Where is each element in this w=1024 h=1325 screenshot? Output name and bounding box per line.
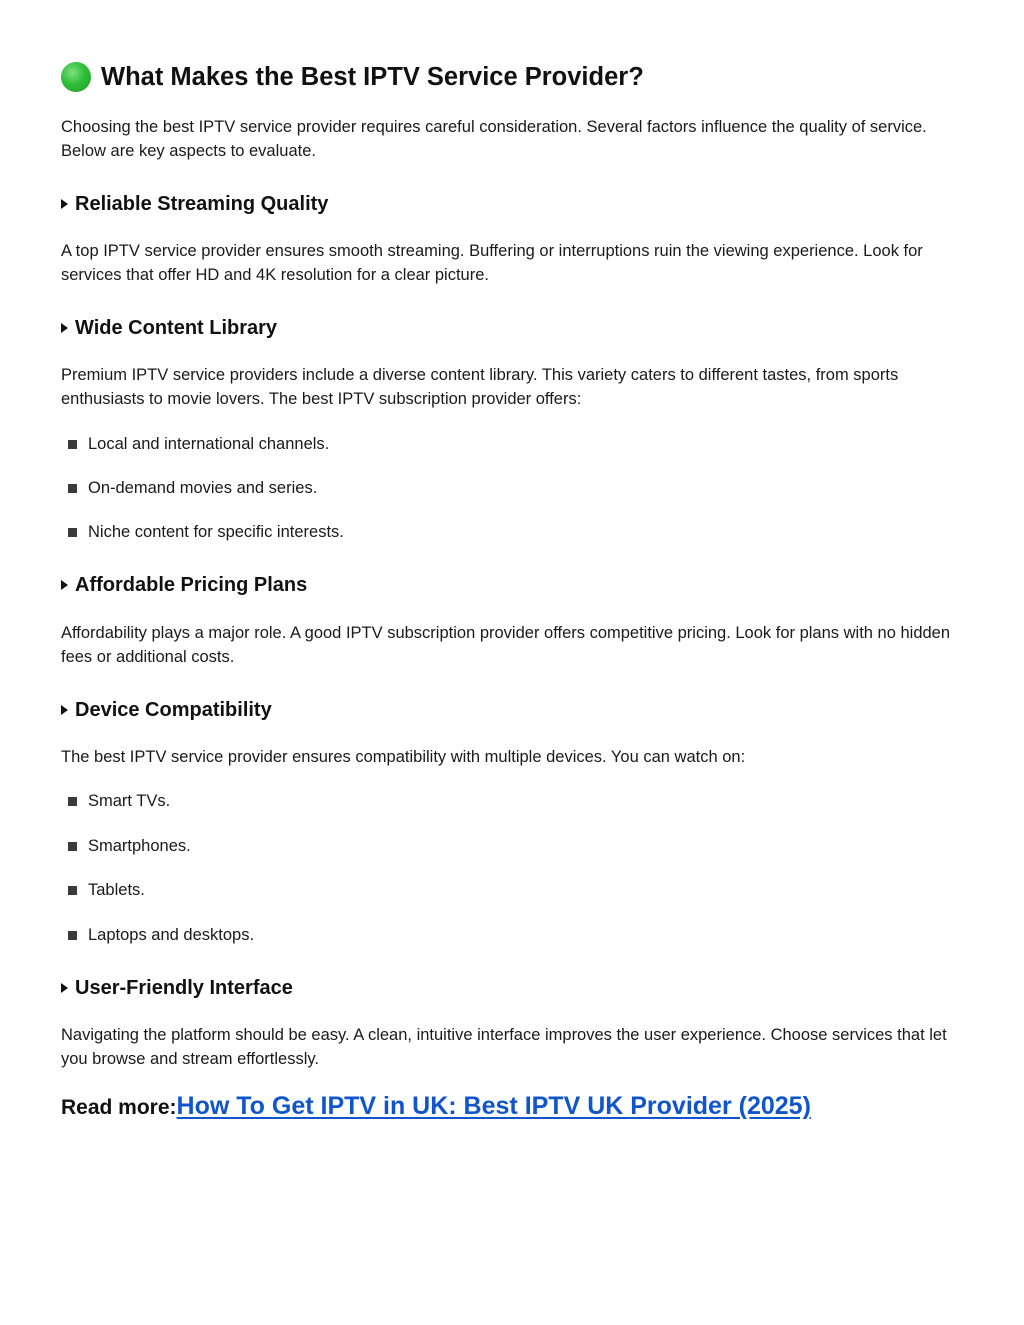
triangle-right-icon bbox=[61, 580, 68, 590]
section-heading-reliable-streaming bbox=[61, 190, 328, 218]
list-item bbox=[68, 432, 329, 456]
read-more bbox=[61, 1092, 811, 1128]
read-more-link[interactable]: How To Get IPTV in UK: Best IPTV UK Provider (2025) bbox=[176, 1092, 811, 1120]
page-title-text: What Makes the Best IPTV Service Provider? bbox=[101, 62, 644, 91]
section-heading-text: Affordable Pricing Plans bbox=[75, 573, 308, 596]
square-bullet-icon bbox=[68, 886, 77, 895]
list-item-text: Smart TVs. bbox=[88, 791, 171, 810]
square-bullet-icon bbox=[68, 484, 77, 493]
section-body-reliable-streaming: A top IPTV service provider ensures smooth streaming. Buffering or interruptions ruin the viewing experience. Look for services that offer HD and 4K resolution for a clear picture. bbox=[61, 242, 923, 284]
list-item-text: Local and international channels. bbox=[88, 434, 330, 453]
read-more-label: Read more: bbox=[61, 1096, 177, 1119]
triangle-right-icon bbox=[61, 199, 68, 209]
section-heading-text: Reliable Streaming Quality bbox=[75, 192, 329, 215]
intro-paragraph: Choosing the best IPTV service provider requires careful consideration. Several factors influence the quality of service. Below are key aspects to evaluate. bbox=[61, 118, 927, 160]
triangle-right-icon bbox=[61, 705, 68, 715]
section-heading-content-library bbox=[61, 314, 277, 342]
list-item-text: Laptops and desktops. bbox=[88, 925, 255, 944]
green-circle-icon bbox=[61, 62, 91, 92]
section-heading-text: User-Friendly Interface bbox=[75, 976, 293, 999]
list-item bbox=[68, 923, 254, 947]
section-heading-pricing bbox=[61, 571, 307, 599]
list-item bbox=[68, 520, 344, 544]
triangle-right-icon bbox=[61, 323, 68, 333]
section-body-user-interface: Navigating the platform should be easy. A clean, intuitive interface improves the user experience. Choose services that let you browse and stream effortlessly. bbox=[61, 1026, 947, 1068]
triangle-right-icon bbox=[61, 983, 68, 993]
list-item bbox=[68, 476, 317, 500]
section-body-pricing: Affordability plays a major role. A good IPTV subscription provider offers competitive pricing. Look for plans with no hidden fees or additional costs. bbox=[61, 624, 951, 666]
square-bullet-icon bbox=[68, 440, 77, 449]
list-item-text: Niche content for specific interests. bbox=[88, 522, 344, 541]
list-item bbox=[68, 878, 145, 902]
section-body-content-library: Premium IPTV service providers include a diverse content library. This variety caters to different tastes, from sports enthusiasts to movie lovers. The best IPTV subscription provider offers: bbox=[61, 366, 899, 408]
section-heading-user-interface bbox=[61, 974, 293, 1002]
section-heading-text: Wide Content Library bbox=[75, 316, 278, 339]
page-title bbox=[61, 57, 644, 97]
square-bullet-icon bbox=[68, 797, 77, 806]
square-bullet-icon bbox=[68, 842, 77, 851]
list-item bbox=[68, 789, 170, 813]
section-body-device-compatibility: The best IPTV service provider ensures compatibility with multiple devices. You can watch on: bbox=[61, 748, 746, 766]
list-item-text: Smartphones. bbox=[88, 836, 191, 855]
square-bullet-icon bbox=[68, 931, 77, 940]
list-item bbox=[68, 834, 191, 858]
list-item-text: On-demand movies and series. bbox=[88, 478, 318, 497]
square-bullet-icon bbox=[68, 528, 77, 537]
section-heading-text: Device Compatibility bbox=[75, 698, 272, 721]
section-heading-device-compatibility bbox=[61, 696, 272, 724]
list-item-text: Tablets. bbox=[88, 880, 145, 899]
